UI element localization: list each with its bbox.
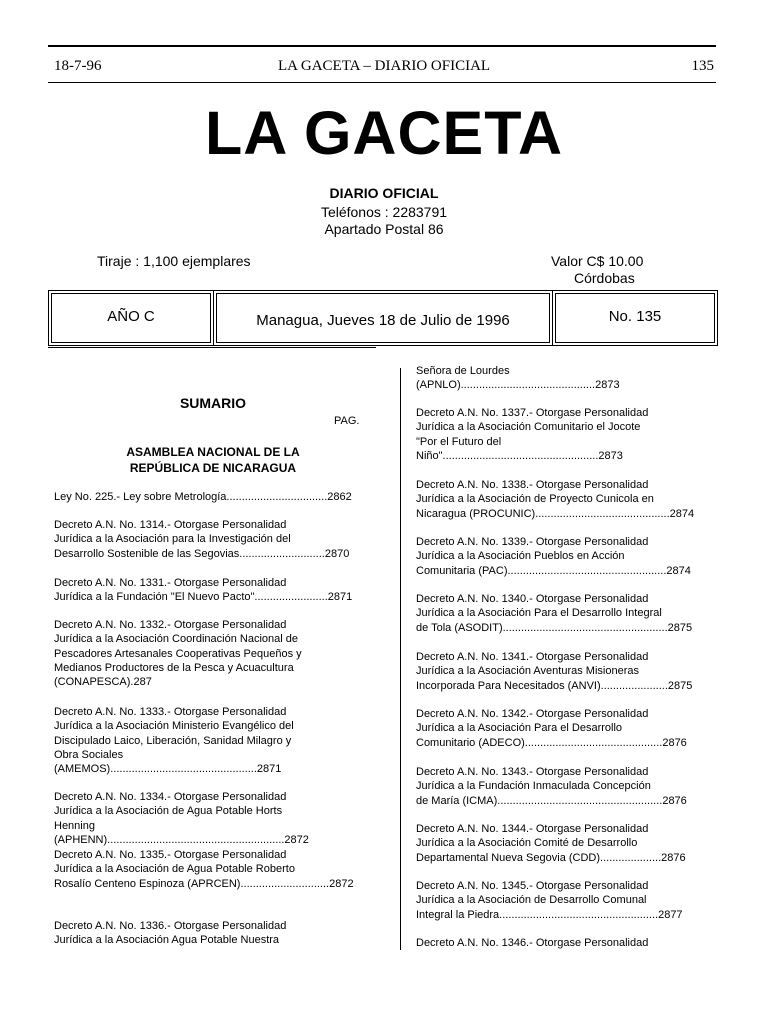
sumario-entry-line: Jurídica a la Asociación Comité de Desarrollo — [416, 837, 638, 850]
pag-label: PAG. — [334, 415, 360, 427]
sumario-entry-line: Jurídica a la Fundación "El Nuevo Pacto"........................2871 — [54, 591, 353, 604]
sumario-entry-line: Jurídica a la Asociación de Agua Potable Horts — [54, 805, 283, 818]
sumario-entry-line: Jurídica a la Asociación Para el Desarrollo — [416, 722, 623, 735]
sumario-entry-line: Decreto A.N. No. 1337.- Otorgase Personalidad — [416, 407, 649, 419]
sumario-entry — [416, 822, 734, 865]
sumario-entry — [416, 936, 734, 950]
sumario-entry-line: Discipulado Laico, Liberación, Sanidad Milagro y — [54, 734, 292, 747]
sumario-entry-line: Ley No. 225.- Ley sobre Metrología.................................2862 — [54, 491, 352, 503]
sumario-entry-line: Decreto A.N. No. 1336.- Otorgase Personalidad — [54, 920, 287, 932]
sumario-entry-line: Incorporada Para Necesitados (ANVI)......................2875 — [416, 679, 693, 692]
sumario-entry-line: Decreto A.N. No. 1341.- Otorgase Personalidad — [416, 651, 649, 663]
year-label: AÑO C — [107, 308, 155, 325]
left-column-rule — [48, 347, 376, 348]
sumario-entry-line: (APHENN)..........................................................2872 — [54, 833, 309, 846]
sumario-entry-line: Decreto A.N. No. 1344.- Otorgase Personalidad — [416, 823, 649, 835]
year-box — [48, 290, 214, 346]
sumario-entry-line: Decreto A.N. No. 1314.- Otorgase Personalidad — [54, 519, 287, 531]
sumario-entry-line: Jurídica a la Asociación Para el Desarrollo Integral — [416, 607, 662, 620]
sumario-entry-line: Comunitario (ADECO).............................................2876 — [416, 736, 687, 749]
sumario-entry — [54, 705, 372, 776]
sumario-entry — [416, 765, 734, 808]
sumario-entry-line: Desarrollo Sostenible de las Segovias............................2870 — [54, 547, 350, 560]
sumario-entry-line: Decreto A.N. No. 1345.- Otorgase Personalidad — [416, 880, 649, 892]
sumario-entry-line: Niño"...................................................2873 — [416, 449, 623, 462]
sumario-entry-line: Nicaragua (PROCUNIC)............................................2874 — [416, 507, 695, 520]
header-date: 18-7-96 — [54, 58, 102, 74]
header-rule — [48, 82, 716, 83]
masthead-subtitle: DIARIO OFICIAL — [329, 185, 439, 201]
sumario-entry-line: Jurídica a la Asociación de Proyecto Cunicola en — [416, 493, 654, 506]
sumario-entry — [416, 535, 734, 578]
sumario-entry-line: Integral la Piedra....................................................2877 — [416, 908, 683, 921]
section-heading-line-2: REPÚBLICA DE NICARAGUA — [129, 461, 297, 475]
sumario-entry-line: Obra Sociales — [54, 748, 124, 761]
issue-box — [552, 290, 718, 346]
sumario-entry-line: Decreto A.N. No. 1342.- Otorgase Personalidad — [416, 708, 649, 720]
sumario-entry-line: (AMEMOS)................................................2871 — [54, 763, 282, 776]
place-date: Managua, Jueves 18 de Julio de 1996 — [256, 312, 510, 329]
header-page-number: 135 — [691, 58, 714, 74]
sumario-entry-line: Henning — [54, 819, 95, 832]
sumario-entry-line: Decreto A.N. No. 1346.- Otorgase Personalidad — [416, 937, 649, 949]
sumario-entry — [416, 650, 734, 693]
sumario-entry — [54, 790, 372, 847]
sumario-entry — [416, 478, 734, 521]
sumario-entry-line: Jurídica a la Asociación Aventuras Misioneras — [416, 665, 639, 678]
sumario-entry-line: Rosalío Centeno Espinoza (APRCEN).............................2872 — [54, 877, 354, 890]
sumario-entry-line: Departamental Nueva Segovia (CDD)....................2876 — [416, 851, 686, 864]
sumario-entry — [54, 618, 372, 689]
sumario-entry — [416, 406, 734, 463]
sumario-entry-line: (CONAPESCA).287 — [54, 676, 152, 689]
sumario-entry-line: Decreto A.N. No. 1339.- Otorgase Personalidad — [416, 536, 649, 548]
sumario-entry-line: Decreto A.N. No. 1331.- Otorgase Personalidad — [54, 577, 287, 589]
sumario-entry — [54, 490, 372, 504]
issue-number: No. 135 — [608, 308, 662, 325]
sumario-entry — [54, 576, 372, 605]
sumario-entry-line: Señora de Lourdes — [416, 365, 510, 377]
column-divider — [400, 368, 401, 950]
masthead-postal: Apartado Postal 86 — [324, 221, 444, 237]
sumario-entry — [54, 919, 372, 948]
sumario-entry-line: Jurídica a la Asociación para la Investigación del — [54, 533, 291, 546]
sumario-entry-line: Jurídica a la Asociación de Desarrollo Comunal — [416, 894, 647, 907]
sumario-entry-line: Decreto A.N. No. 1334.- Otorgase Personalidad — [54, 791, 287, 803]
sumario-entry-line: Comunitaria (PAC)....................................................2874 — [416, 564, 691, 577]
price: Valor C$ 10.00 — [551, 253, 644, 269]
sumario-entry-line: Medianos Productores de la Pesca y Acuacultura — [54, 661, 294, 674]
sumario-entry-line: Jurídica a la Asociación Comunitario el Jocote — [416, 421, 641, 434]
sumario-entry-line: Decreto A.N. No. 1335.- Otorgase Personalidad — [54, 849, 287, 861]
sumario-entry — [54, 518, 372, 561]
sumario-entry-line: Decreto A.N. No. 1333.- Otorgase Personalidad — [54, 706, 287, 718]
section-heading — [54, 444, 372, 476]
sumario-entry-line: Decreto A.N. No. 1340.- Otorgase Personalidad — [416, 593, 649, 605]
sumario-entry-line: Decreto A.N. No. 1338.- Otorgase Personalidad — [416, 479, 649, 491]
sumario-entry-line: Decreto A.N. No. 1343.- Otorgase Personalidad — [416, 766, 649, 778]
sumario-entry-line: Decreto A.N. No. 1332.- Otorgase Personalidad — [54, 619, 287, 631]
sumario-entry-line: Jurídica a la Asociación Pueblos en Acción — [416, 550, 625, 563]
sumario-entry — [416, 592, 734, 635]
sumario-entry-line: "Por el Futuro del — [416, 435, 502, 448]
print-run: Tiraje : 1,100 ejemplares — [97, 253, 251, 269]
sumario-entry-line: Jurídica a la Asociación de Agua Potable Roberto — [54, 863, 295, 876]
sumario-entry-line: de Tola (ASODIT)......................................................2875 — [416, 621, 693, 634]
sumario-entry — [416, 707, 734, 750]
sumario-entry-line: Pescadores Artesanales Cooperativas Pequeños y — [54, 647, 302, 660]
sumario-entry-line: Jurídica a la Asociación Ministerio Evangélico del — [54, 720, 294, 733]
section-heading-line-1: ASAMBLEA NACIONAL DE LA — [126, 445, 300, 459]
top-rule — [48, 45, 716, 47]
sumario-entry — [416, 364, 734, 393]
sumario-entry-line: Jurídica a la Asociación Coordinación Nacional de — [54, 633, 298, 646]
date-box — [213, 290, 553, 346]
sumario-entry-line: de María (ICMA)......................................................2876 — [416, 794, 687, 807]
sumario-entry-line: Jurídica a la Asociación Agua Potable Nuestra — [54, 934, 280, 947]
sumario-entry-line: (APNLO)............................................2873 — [416, 379, 620, 392]
masthead-title: LA GACETA — [204, 99, 564, 167]
masthead-phone: Teléfonos : 2283791 — [320, 204, 448, 220]
currency: Córdobas — [574, 270, 635, 286]
sumario-entry — [416, 879, 734, 922]
header-title: LA GACETA – DIARIO OFICIAL — [277, 58, 491, 74]
sumario-entry-line: Jurídica a la Fundación Inmaculada Concepción — [416, 780, 651, 793]
sumario-entry — [54, 848, 372, 891]
sumario-title: SUMARIO — [179, 395, 247, 411]
